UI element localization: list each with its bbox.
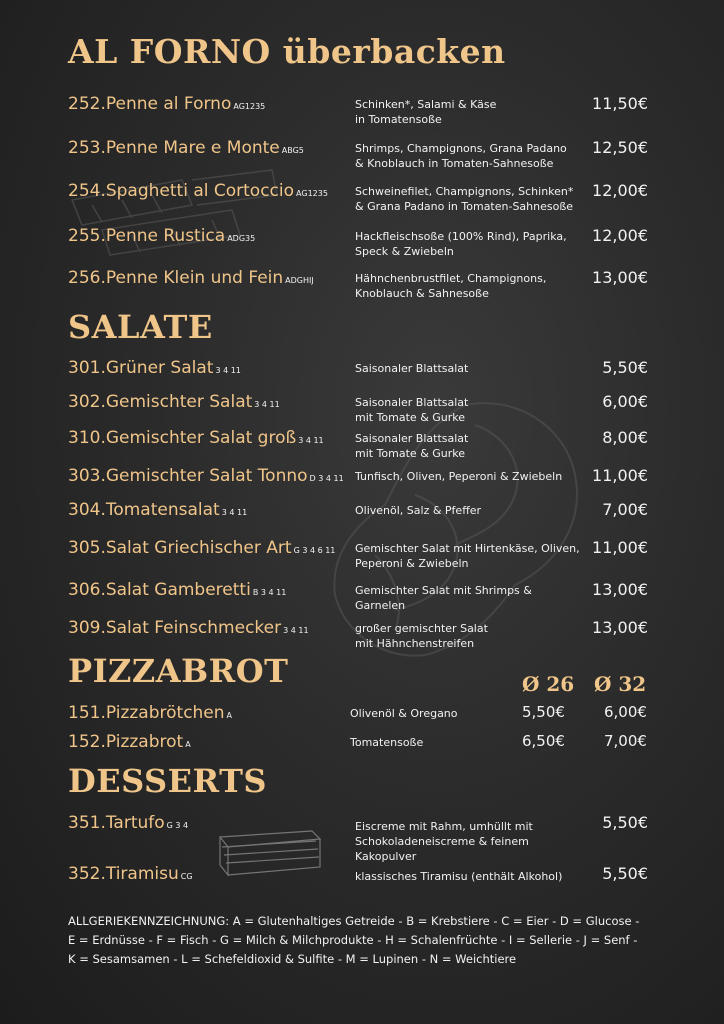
item-description: Saisonaler Blattsalat mit Tomate & Gurke — [355, 432, 469, 460]
allergen-code: AG1235 — [233, 102, 266, 111]
item-description: Olivenöl, Salz & Pfeffer — [355, 504, 482, 517]
item-price: 11,00€ — [592, 538, 648, 557]
allergen-code: B 3 4 11 — [252, 588, 287, 597]
item-name: 151.Pizzabrötchen A — [68, 703, 233, 723]
item-name: 303.Gemischter Salat Tonno D 3 4 11 — [68, 466, 344, 486]
size-header-32: Ø 32 — [594, 672, 647, 696]
item-description: Hähnchenbrustfilet, Champignons, Knoblauch & Sahnesoße — [355, 272, 547, 300]
tiramisu-sketch-icon — [212, 825, 327, 880]
item-description: Gemischter Salat mit Hirtenkäse, Oliven, Peperoni & Zwiebeln — [355, 542, 580, 570]
item-description: Olivenöl & Oregano — [350, 707, 458, 720]
item-name: 252.Penne al Forno AG1235 — [68, 94, 266, 114]
item-price-32: 7,00€ — [604, 732, 647, 750]
item-price: 5,50€ — [602, 813, 648, 832]
item-price: 13,00€ — [592, 618, 648, 637]
allergen-code: G 3 4 — [166, 821, 189, 830]
item-name: 302.Gemischter Salat 3 4 11 — [68, 392, 280, 412]
section-title-salate: SALATE — [68, 308, 213, 346]
item-name: 254.Spaghetti al Cortoccio AG1235 — [68, 181, 328, 201]
item-price: 8,00€ — [602, 428, 648, 447]
item-price: 5,50€ — [602, 358, 648, 377]
allergen-code: 3 4 11 — [221, 508, 248, 517]
item-description: Schweinefilet, Champignons, Schinken* & Grana Padano in Tomaten-Sahnesoße — [355, 185, 574, 213]
item-description: klassisches Tiramisu (enthält Alkohol) — [355, 870, 563, 883]
allergen-code: 3 4 11 — [298, 436, 324, 445]
item-price: 7,00€ — [602, 500, 648, 519]
item-description: Hackfleischsoße (100% Rind), Paprika, Speck & Zwiebeln — [355, 230, 567, 258]
pasta-sketch-icon — [62, 160, 292, 270]
allergen-legend-line: K = Sesamsamen - L = Schefeldioxid & Sulfite - M = Lupinen - N = Weichtiere — [68, 952, 517, 966]
item-description: Saisonaler Blattsalat — [355, 362, 469, 375]
item-price: 12,00€ — [592, 181, 648, 200]
item-price: 12,00€ — [592, 226, 648, 245]
section-title-al-forno: AL FORNO überbacken — [68, 32, 506, 71]
allergen-code: 3 4 11 — [215, 366, 241, 375]
allergen-legend-line: E = Erdnüsse - F = Fisch - G = Milch & Milchprodukte - H = Schalenfrüchte - I = Sellerie - J = Senf - — [68, 933, 638, 947]
item-name: 304.Tomatensalat 3 4 11 — [68, 500, 248, 520]
size-header-26: Ø 26 — [522, 672, 575, 696]
item-name: 255.Penne Rustica ADG35 — [68, 226, 256, 246]
section-title-desserts: DESSERTS — [68, 762, 267, 800]
allergen-code: ADG35 — [227, 234, 256, 243]
allergen-code: ADGHIJ — [285, 276, 314, 285]
allergen-code: CG — [180, 872, 193, 881]
item-description: Gemischter Salat mit Shrimps & Garnelen — [355, 584, 532, 612]
allergen-code: 3 4 11 — [283, 626, 309, 635]
item-description: Eiscreme mit Rahm, umhüllt mit Schokoladeneiscreme & feinem Kakopulver — [355, 820, 533, 863]
item-name: 305.Salat Griechischer Art G 3 4 6 11 — [68, 538, 336, 558]
item-price: 11,50€ — [592, 94, 648, 113]
item-price: 6,00€ — [602, 392, 648, 411]
section-title-pizzabrot: PIZZABROT — [68, 652, 289, 690]
item-price: 13,00€ — [592, 580, 648, 599]
allergen-code: G 3 4 6 11 — [293, 546, 336, 555]
item-description: Tunfisch, Oliven, Peperoni & Zwiebeln — [355, 470, 563, 483]
allergen-legend-line: ALLGERIEKENNZEICHNUNG: A = Glutenhaltiges Getreide - B = Krebstiere - C = Eier - D = Glucose - — [68, 914, 640, 928]
item-price: 11,00€ — [592, 466, 648, 485]
allergen-code: D 3 4 11 — [309, 474, 344, 483]
item-price-32: 6,00€ — [604, 703, 647, 721]
item-name: 310.Gemischter Salat groß 3 4 11 — [68, 428, 324, 448]
item-name: 352.Tiramisu CG — [68, 864, 193, 884]
item-price-26: 6,50€ — [522, 732, 565, 750]
allergen-code: ABG5 — [281, 146, 304, 155]
allergen-code: AG1235 — [296, 189, 328, 198]
item-price-26: 5,50€ — [522, 703, 565, 721]
item-description: Saisonaler Blattsalat mit Tomate & Gurke — [355, 396, 469, 424]
item-name: 152.Pizzabrot A — [68, 732, 191, 752]
item-name: 309.Salat Feinschmecker 3 4 11 — [68, 618, 309, 638]
item-price: 12,50€ — [592, 138, 648, 157]
item-name: 351.Tartufo G 3 4 — [68, 813, 189, 833]
allergen-legend — [68, 912, 648, 969]
allergen-code: A — [226, 711, 233, 720]
item-name: 256.Penne Klein und Fein ADGHIJ — [68, 268, 314, 288]
allergen-code: A — [185, 740, 191, 749]
allergen-code: 3 4 11 — [254, 400, 280, 409]
item-description: großer gemischter Salat mit Hähnchenstreifen — [355, 622, 488, 650]
item-name: 253.Penne Mare e Monte ABG5 — [68, 138, 304, 158]
item-description: Schinken*, Salami & Käse in Tomatensoße — [355, 98, 497, 126]
item-description: Tomatensoße — [350, 736, 424, 749]
item-price: 13,00€ — [592, 268, 648, 287]
item-description: Shrimps, Champignons, Grana Padano & Knoblauch in Tomaten-Sahnesoße — [355, 142, 567, 170]
item-name: 301.Grüner Salat 3 4 11 — [68, 358, 241, 378]
item-name: 306.Salat Gamberetti B 3 4 11 — [68, 580, 287, 600]
item-price: 5,50€ — [602, 864, 648, 883]
